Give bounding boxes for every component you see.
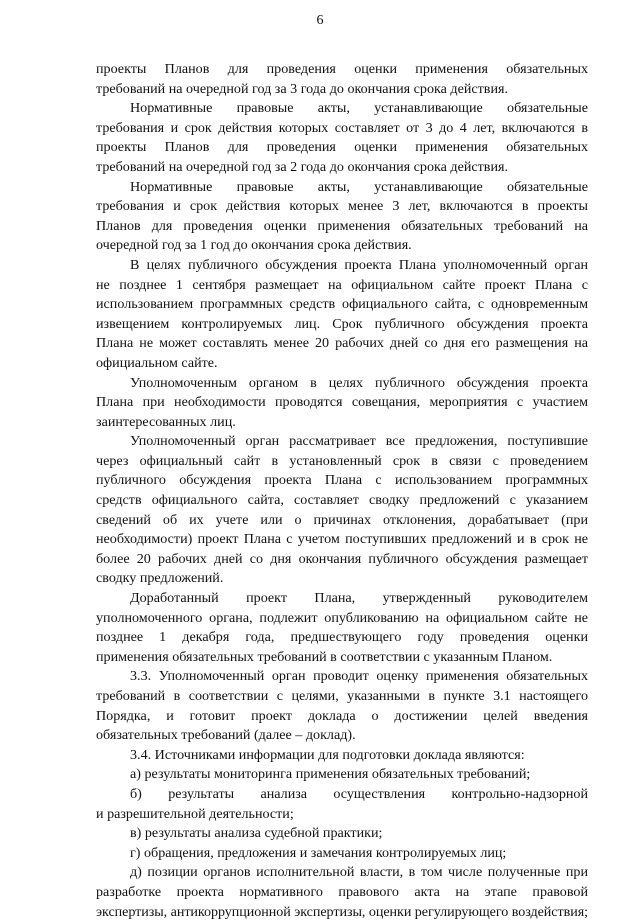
paragraph-line [96,648,588,668]
paragraph [96,746,588,766]
paragraph-line-text: требования и срок действия которых менее 3 лет, включаются в проекты [96,198,588,215]
paragraph-line [96,628,588,648]
paragraph-line [96,138,588,158]
paragraph-line-text: б) результаты анализа осуществления контрольно-надзорной [130,785,588,802]
paragraph-line-text: требований в соответствии с целями, указанными в пункте 3.1 настоящего [96,688,588,704]
paragraph-line-text: Порядка, и готовит проект доклада о достижении целей введения [96,707,588,724]
paragraph-line-text: Планов для проведения оценки применения обязательных требований на [96,217,588,234]
paragraph-line [96,530,588,550]
paragraph-line-text: через официальный сайт в установленный срок в связи с проведением [96,452,588,469]
paragraph [96,256,588,374]
paragraph-line [96,99,588,119]
paragraph-line-text: Плана при необходимости проводятся совещания, мероприятия с участием [96,394,588,411]
paragraph-line-text: 3.3. Уполномоченный орган проводит оценку применения обязательных [130,668,588,685]
paragraph [96,60,588,99]
paragraph-line [96,334,588,354]
paragraph-line-text: Уполномоченный орган рассматривает все предложения, поступившие [130,433,588,450]
paragraph-line-text: не позднее 1 сентября размещает на официальном сайте проект Плана с [96,276,588,293]
paragraph-line-text: официальном сайте. [96,354,218,371]
paragraph [96,178,588,256]
paragraph-line [96,217,588,237]
paragraph-line [96,236,588,256]
paragraph-line [96,687,588,707]
paragraph-line [96,883,588,903]
paragraph-line [96,511,588,531]
paragraph-line-text: Плана не может составлять менее 20 рабочих дней со дня его размещения на [96,335,588,352]
paragraph-line-text: разработке проекта нормативного правового акта на этапе правовой [96,883,588,900]
paragraph-line [96,726,588,746]
paragraph-line-text: более 20 рабочих дней со дня окончания публичного обсуждения размещает [96,550,588,567]
paragraph [96,589,588,667]
paragraph-line-text: проекты Планов для проведения оценки применения обязательных [96,61,588,77]
paragraph-line [96,707,588,727]
paragraph [96,765,588,785]
paragraph-line [96,178,588,198]
paragraph-line [96,569,588,589]
paragraph-line [96,805,588,825]
paragraph-line-text: средств официального сайта, составляет сводку предложений с указанием [96,492,588,509]
paragraph-line-text: В целях публичного обсуждения проекта Плана уполномоченный орган [130,256,588,273]
paragraph-line [96,80,588,100]
paragraph [96,432,588,589]
paragraph-line-text: и разрешительной деятельности; [96,805,294,822]
paragraph [96,667,588,745]
document-body [96,60,588,922]
paragraph [96,99,588,177]
paragraph-line [96,667,588,687]
paragraph-line [96,295,588,315]
paragraph-line-text: заинтересованных лиц. [96,413,236,430]
paragraph-line [96,550,588,570]
paragraph [96,785,588,824]
paragraph-line-text: сводку предложений. [96,570,224,587]
paragraph-line-text: извещением контролируемых лиц. Срок публичного обсуждения проекта [96,315,588,332]
paragraph-line-text: 3.4. Источниками информации для подготовки доклада являются: [130,746,525,763]
paragraph-line-text: необходимости) проект Плана с учетом поступивших предложений и в срок не [96,531,588,548]
paragraph-line [96,785,588,805]
paragraph-line [96,903,588,922]
paragraph [96,824,588,844]
page-number: 6 [316,13,324,28]
paragraph-line [96,746,588,766]
paragraph-line-text: требований на очередной год за 2 года до окончания срока действия. [96,158,509,175]
paragraph-line-text: публичного обсуждения проекта Плана с использованием программных [96,472,588,489]
paragraph-line [96,197,588,217]
paragraph-line [96,315,588,335]
paragraph-line-text: обязательных требований (далее – доклад). [96,727,356,744]
paragraph [96,374,588,433]
paragraph-line [96,863,588,883]
paragraph-line-text: Нормативные правовые акты, устанавливающие обязательные [130,100,588,117]
paragraph-line-text: требований на очередной год за 3 года до окончания срока действия. [96,80,509,97]
paragraph-line-text: проекты Планов для проведения оценки применения обязательных [96,139,588,156]
paragraph-line [96,471,588,491]
paragraph-line [96,432,588,452]
paragraph-line [96,60,588,80]
paragraph-line [96,844,588,864]
paragraph-line-text: г) обращения, предложения и замечания контролируемых лиц; [130,844,507,861]
paragraph [96,863,588,922]
paragraph-line-text: а) результаты мониторинга применения обязательных требований; [130,766,531,783]
paragraph-line-text: требования и срок действия которых составляет от 3 до 4 лет, включаются в [96,119,588,136]
paragraph-line-text: использованием программных средств официального сайта, с одновременным [96,296,588,313]
paragraph-line [96,119,588,139]
paragraph-line-text: применения обязательных требований в соответствии с указанным Планом. [96,648,553,665]
paragraph-line-text: очередной год за 1 год до окончания срока действия. [96,237,412,254]
paragraph-line [96,765,588,785]
paragraph-line [96,491,588,511]
paragraph-line-text: в) результаты анализа судебной практики; [130,825,383,842]
paragraph-line-text: Уполномоченным органом в целях публичного обсуждения проекта [130,374,588,391]
paragraph-line [96,374,588,394]
paragraph-line [96,824,588,844]
paragraph-line [96,452,588,472]
paragraph-line-text: позднее 1 декабря года, предшествующего году проведения оценки [96,629,588,646]
paragraph-line [96,393,588,413]
paragraph-line-text: д) позиции органов исполнительной власти, в том числе полученные при [130,864,588,881]
paragraph-line [96,609,588,629]
paragraph-line [96,256,588,276]
paragraph-line-text: уполномоченного органа, подлежит опубликованию на официальном сайте не [96,609,588,626]
paragraph-line-text: Доработанный проект Плана, утвержденный руководителем [130,590,588,607]
paragraph-line-text: Нормативные правовые акты, устанавливающие обязательные [130,178,588,195]
paragraph [96,844,588,864]
paragraph-line [96,276,588,296]
paragraph-line-text: экспертизы, антикоррупционной экспертизы, оценки регулирующего воздействия; [96,903,588,920]
paragraph-line-text: сведений об их учете или о причинах отклонения, дорабатывает (при [96,511,588,528]
paragraph-line [96,354,588,374]
paragraph-line [96,413,588,433]
paragraph-line [96,158,588,178]
paragraph-line [96,589,588,609]
